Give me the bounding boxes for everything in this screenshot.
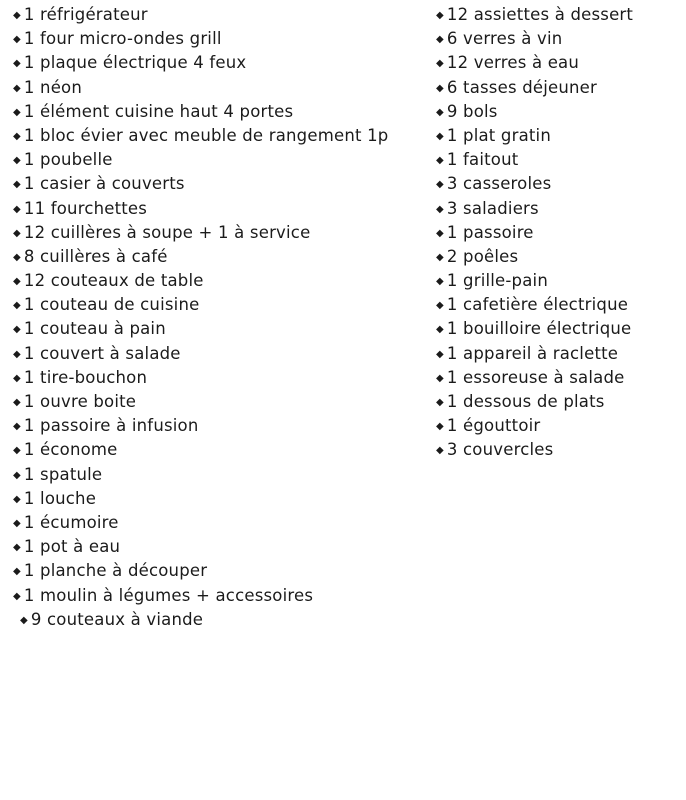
- list-item: [13, 148, 433, 172]
- list-item: [436, 124, 684, 148]
- list-item: [436, 414, 684, 438]
- list-item: [13, 76, 433, 100]
- diamond-bullet-icon: ◆: [13, 542, 21, 554]
- list-item: [436, 51, 684, 75]
- item-text: 1 ouvre boite: [23, 392, 137, 411]
- item-text: 1 essoreuse à salade: [446, 367, 625, 387]
- item-text: 1 couteau à pain: [23, 319, 166, 339]
- item-text: 12 cuillères à soupe + 1 à service: [23, 222, 311, 242]
- diamond-bullet-icon: ◆: [436, 324, 444, 336]
- diamond-bullet-icon: ◆: [436, 445, 444, 457]
- list-item: [13, 269, 433, 293]
- item-text: 1 appareil à raclette: [446, 343, 619, 363]
- item-text: 1 écumoire: [23, 512, 119, 532]
- item-text: 8 cuillères à café: [23, 246, 168, 266]
- diamond-bullet-icon: ◆: [436, 227, 444, 239]
- list-item: [13, 124, 433, 148]
- list-item: [436, 197, 684, 221]
- list-item: [13, 245, 433, 269]
- item-text: 12 verres à eau: [446, 53, 580, 73]
- list-item: [13, 172, 433, 196]
- list-item: [13, 390, 433, 414]
- item-text: 12 assiettes à dessert: [446, 5, 634, 24]
- item-text: 11 fourchettes: [23, 198, 148, 218]
- list-item: [436, 245, 684, 269]
- list-item: [13, 317, 433, 341]
- list-item: [13, 3, 433, 27]
- item-text: 1 plat gratin: [446, 125, 551, 145]
- item-text: 9 couteaux à viande: [30, 609, 204, 629]
- list-item: [436, 221, 684, 245]
- list-item: [13, 584, 433, 608]
- diamond-bullet-icon: ◆: [13, 566, 21, 578]
- list-item: [436, 148, 684, 172]
- item-text: 1 bouilloire électrique: [446, 319, 632, 339]
- diamond-bullet-icon: ◆: [13, 251, 21, 263]
- list-item: [436, 342, 684, 366]
- left-column-list: [13, 3, 433, 632]
- item-text: 6 tasses déjeuner: [446, 77, 598, 97]
- item-text: 1 faitout: [446, 150, 519, 170]
- list-item: [436, 317, 684, 341]
- list-item: [13, 608, 433, 632]
- item-text: 1 néon: [23, 77, 82, 97]
- item-text: 1 planche à découper: [23, 561, 208, 581]
- item-text: 1 bloc évier avec meuble de rangement 1p: [23, 125, 389, 145]
- list-item: [13, 463, 433, 487]
- list-item: [436, 100, 684, 124]
- list-item: [436, 172, 684, 196]
- item-text: 1 couvert à salade: [23, 343, 181, 363]
- item-text: 1 moulin à légumes + accessoires: [23, 585, 314, 605]
- list-item: [436, 269, 684, 293]
- item-text: 12 couteaux de table: [23, 271, 204, 291]
- list-item: [13, 197, 433, 221]
- diamond-bullet-icon: ◆: [436, 251, 444, 263]
- diamond-bullet-icon: ◆: [13, 421, 21, 433]
- diamond-bullet-icon: ◆: [13, 179, 21, 191]
- list-item: [13, 100, 433, 124]
- item-text: 1 économe: [23, 440, 118, 460]
- list-item: [13, 366, 433, 390]
- item-text: 1 réfrigérateur: [23, 5, 148, 24]
- diamond-bullet-icon: ◆: [13, 82, 21, 94]
- diamond-bullet-icon: ◆: [13, 445, 21, 457]
- list-item: [436, 76, 684, 100]
- diamond-bullet-icon: ◆: [20, 614, 28, 626]
- diamond-bullet-icon: ◆: [436, 421, 444, 433]
- diamond-bullet-icon: ◆: [13, 227, 21, 239]
- item-text: 1 four micro-ondes grill: [23, 29, 222, 49]
- list-item: [13, 559, 433, 583]
- diamond-bullet-icon: ◆: [436, 203, 444, 215]
- diamond-bullet-icon: ◆: [436, 276, 444, 288]
- list-item: [13, 51, 433, 75]
- list-item: [436, 293, 684, 317]
- item-text: 2 poêles: [446, 246, 519, 266]
- item-text: 1 passoire à infusion: [23, 416, 199, 436]
- diamond-bullet-icon: ◆: [436, 372, 444, 384]
- diamond-bullet-icon: ◆: [13, 493, 21, 505]
- list-item: [13, 438, 433, 462]
- item-text: 6 verres à vin: [446, 29, 563, 49]
- list-item: [13, 535, 433, 559]
- list-item: [13, 293, 433, 317]
- item-text: 1 louche: [23, 488, 97, 508]
- list-item: [13, 221, 433, 245]
- diamond-bullet-icon: ◆: [436, 82, 444, 94]
- diamond-bullet-icon: ◆: [13, 517, 21, 529]
- item-text: 3 couvercles: [446, 440, 554, 460]
- item-text: 1 dessous de plats: [446, 392, 605, 411]
- list-item: [436, 27, 684, 51]
- diamond-bullet-icon: ◆: [13, 469, 21, 481]
- item-text: 1 spatule: [23, 464, 103, 484]
- diamond-bullet-icon: ◆: [13, 324, 21, 336]
- list-item: [13, 27, 433, 51]
- item-text: 1 casier à couverts: [23, 174, 185, 194]
- diamond-bullet-icon: ◆: [436, 300, 444, 312]
- list-item: [436, 3, 684, 27]
- diamond-bullet-icon: ◆: [13, 348, 21, 360]
- diamond-bullet-icon: ◆: [13, 130, 21, 142]
- item-text: 1 élément cuisine haut 4 portes: [23, 101, 294, 121]
- list-item: [13, 487, 433, 511]
- item-text: 1 poubelle: [23, 150, 113, 170]
- list-item: [436, 438, 684, 462]
- diamond-bullet-icon: ◆: [436, 179, 444, 191]
- diamond-bullet-icon: ◆: [13, 10, 21, 21]
- diamond-bullet-icon: ◆: [436, 155, 444, 167]
- diamond-bullet-icon: ◆: [436, 106, 444, 118]
- diamond-bullet-icon: ◆: [13, 276, 21, 288]
- diamond-bullet-icon: ◆: [13, 155, 21, 167]
- diamond-bullet-icon: ◆: [13, 590, 21, 602]
- diamond-bullet-icon: ◆: [436, 130, 444, 142]
- diamond-bullet-icon: ◆: [436, 397, 444, 408]
- item-text: 3 casseroles: [446, 174, 552, 194]
- right-column-list: [436, 3, 684, 463]
- diamond-bullet-icon: ◆: [13, 106, 21, 118]
- list-item: [436, 390, 684, 414]
- item-text: 3 saladiers: [446, 198, 539, 218]
- diamond-bullet-icon: ◆: [436, 348, 444, 360]
- diamond-bullet-icon: ◆: [436, 34, 444, 46]
- diamond-bullet-icon: ◆: [436, 10, 444, 21]
- list-item: [436, 366, 684, 390]
- diamond-bullet-icon: ◆: [13, 397, 21, 408]
- list-item: [13, 342, 433, 366]
- diamond-bullet-icon: ◆: [436, 58, 444, 70]
- diamond-bullet-icon: ◆: [13, 58, 21, 70]
- diamond-bullet-icon: ◆: [13, 203, 21, 215]
- item-text: 1 tire-bouchon: [23, 367, 148, 387]
- item-text: 9 bols: [446, 101, 498, 121]
- item-text: 1 couteau de cuisine: [23, 295, 200, 315]
- diamond-bullet-icon: ◆: [13, 372, 21, 384]
- diamond-bullet-icon: ◆: [13, 300, 21, 312]
- item-text: 1 grille-pain: [446, 271, 548, 291]
- list-item: [13, 511, 433, 535]
- item-text: 1 égouttoir: [446, 416, 541, 436]
- item-text: 1 passoire: [446, 222, 534, 242]
- list-item: [13, 414, 433, 438]
- item-text: 1 cafetière électrique: [446, 295, 629, 315]
- item-text: 1 plaque électrique 4 feux: [23, 53, 247, 73]
- diamond-bullet-icon: ◆: [13, 34, 21, 46]
- item-text: 1 pot à eau: [23, 537, 121, 557]
